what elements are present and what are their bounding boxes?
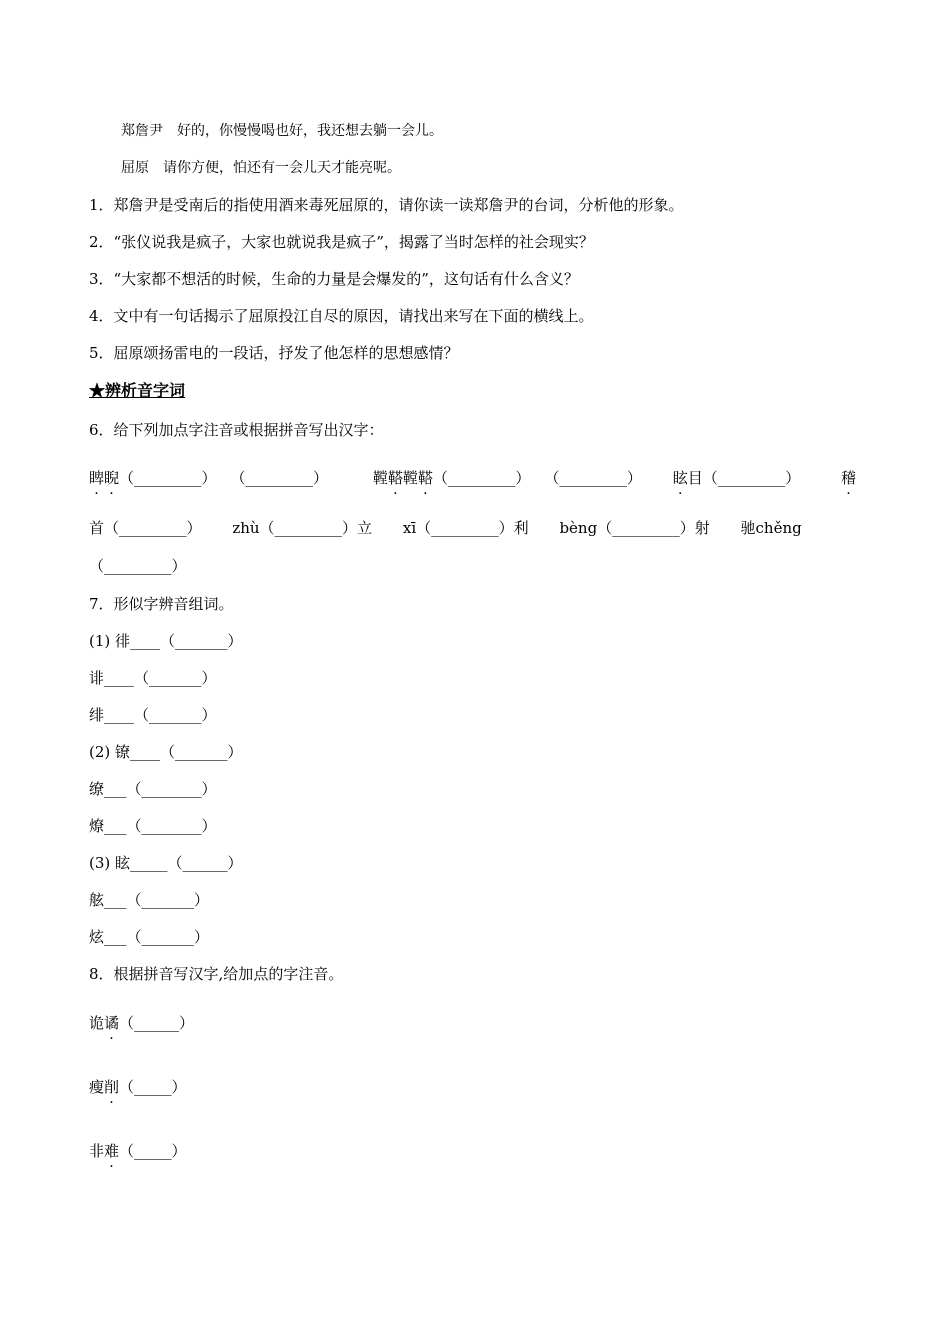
- list-item: 诡谲（______）: [89, 1014, 195, 1032]
- dialogue-line: [121, 158, 401, 178]
- line-text: 请你方便，怕还有一会儿天才能亮呢。: [163, 160, 401, 176]
- question-6-title: 6．给下列加点字注音或根据拼音写出汉字：: [89, 421, 384, 439]
- answer-blank: （_________）: [259, 519, 358, 537]
- question-6-row-2: 首（_________） zhù（_________）立 xī（_________）利 bèng（_________）射 驰chěng: [89, 519, 802, 537]
- answer-blank: （_________）: [597, 519, 695, 537]
- question-3: 3．“大家都不想活的时候，生命的力量是会爆发的”，这句话有什么含义？: [89, 270, 579, 288]
- question-1: 1．郑詹尹是受南后的指使用酒来毒死屈原的，请你读一读郑詹尹的台词，分析他的形象。: [89, 196, 684, 214]
- question-2: 2．“张仪说我是疯子，大家也就说我是疯子”，揭露了当时怎样的社会现实？: [89, 233, 594, 251]
- answer-blank: （_________）: [416, 519, 514, 537]
- line-text: 好的，你慢慢喝也好，我还想去躺一会儿。: [177, 123, 443, 139]
- list-item: (3) 眩_____（______）: [89, 854, 243, 872]
- question-6-row-1: 睥睨（_________） （_________） 鞺鞳鞺鞳（_________） （_________） 眩目（_________）: [89, 469, 801, 487]
- question-8-title: 8．根据拼音写汉字,给加点的字注音。: [89, 965, 344, 983]
- answer-blank: （_________）: [702, 469, 801, 487]
- answer-blank: （_____）: [119, 1078, 187, 1096]
- list-item: 缭___（________）: [89, 780, 217, 798]
- answer-blank: （_____）: [119, 1142, 187, 1160]
- question-7-title: 7．形似字辨音组词。: [89, 595, 234, 613]
- list-item: 非难（_____）: [89, 1142, 187, 1160]
- list-item: 燎___（________）: [89, 817, 217, 835]
- list-item: 瘦削（_____）: [89, 1078, 187, 1096]
- question-5: 5．屈原颂扬雷电的一段话，抒发了他怎样的思想感情？: [89, 344, 459, 362]
- section-heading: ★辨析音字词: [89, 381, 186, 400]
- answer-blank: （_________）: [119, 469, 217, 487]
- list-item: 绯____（_______）: [89, 706, 217, 724]
- speaker: 郑詹尹: [121, 123, 163, 139]
- answer-blank: （______）: [119, 1014, 195, 1032]
- list-item: 炫___（_______）: [89, 928, 210, 946]
- answer-blank: （_________）: [230, 469, 329, 487]
- list-item: (2) 镣____（_______）: [89, 743, 243, 761]
- speaker: 屈原: [121, 160, 149, 176]
- answer-blank: （_________）: [432, 469, 531, 487]
- answer-blank: （_________）: [544, 469, 642, 487]
- dialogue-line: [121, 121, 443, 141]
- answer-blank: （_________）: [104, 519, 202, 537]
- word-ji: 稽: [841, 469, 857, 487]
- question-4: 4．文中有一句话揭示了屈原投江自尽的原因，请找出来写在下面的横线上。: [89, 307, 594, 325]
- list-item: 舷___（_______）: [89, 891, 210, 909]
- answer-blank: （_________）: [89, 557, 187, 575]
- list-item: 诽____（_______）: [89, 669, 217, 687]
- list-item: (1) 徘____（_______）: [89, 632, 243, 650]
